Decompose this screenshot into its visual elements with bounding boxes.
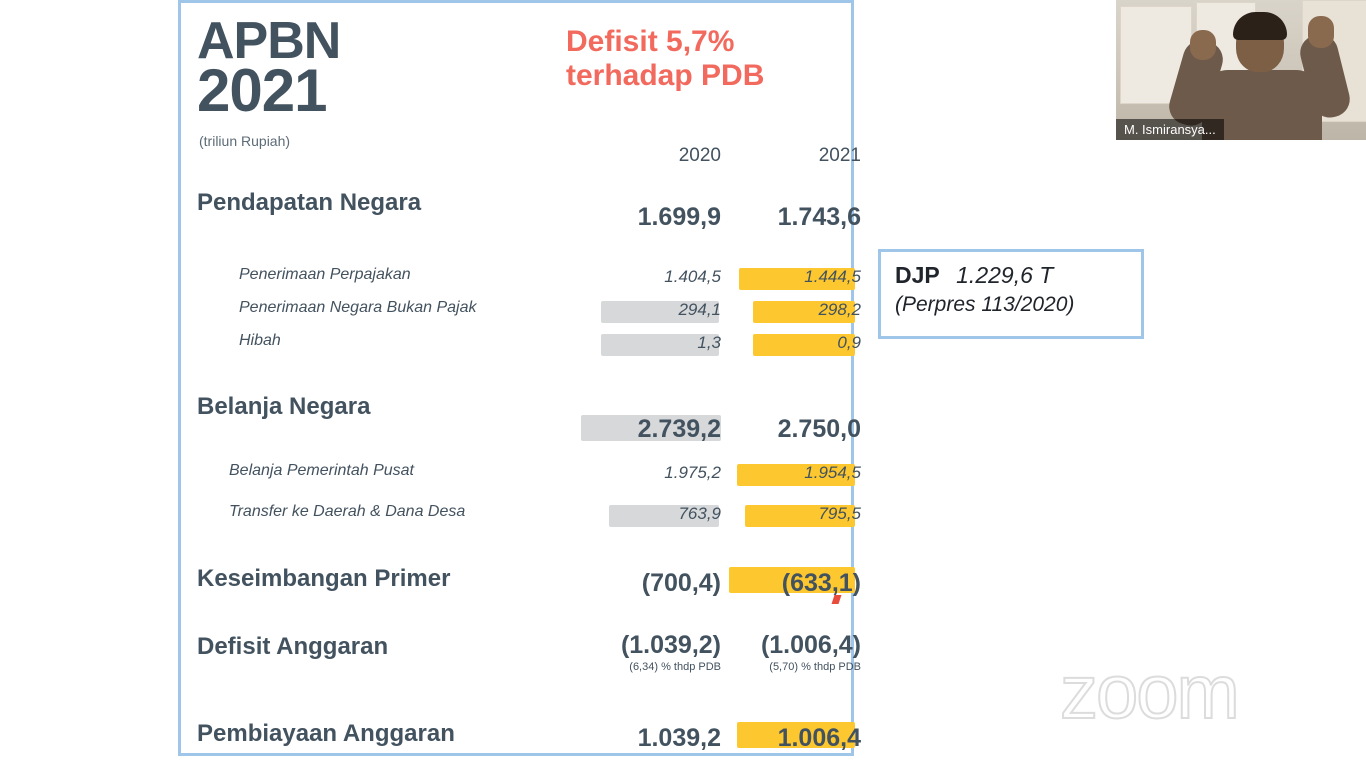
row-value-2021: 795,5 [818,504,861,523]
table-row [181,503,861,537]
djp-label: DJP [895,262,940,288]
participant-name-label: M. Ismiransya... [1116,119,1224,140]
column-header-2021: 2021 [818,145,861,166]
person-hand-left [1190,30,1216,60]
row-label: Penerimaan Perpajakan [239,266,411,283]
row-value-2020: 763,9 [678,504,721,523]
table-row [181,462,861,496]
row-label: Pendapatan Negara [197,189,422,216]
slide-title-line1: APBN [197,12,341,70]
row-value-2020: 1.404,5 [664,267,721,286]
table-row [181,393,861,455]
row-value-2021-amount: (1.006,4) [760,631,861,659]
row-value-2021-percent: (5,70) % thdp PDB [769,661,861,673]
table-row [181,299,861,333]
row-label: Belanja Pemerintah Pusat [229,462,414,479]
person-hair [1233,12,1287,40]
row-value-2021: (633,1) [781,569,861,597]
row-value-2021 [721,631,861,673]
row-value-2020: 1,3 [697,333,721,352]
row-value-2020-amount: (1.039,2) [620,631,721,659]
row-value-2021: 1.006,4 [777,724,861,752]
table-row [181,563,861,603]
participant-video-tile[interactable] [1116,0,1366,140]
table-row [181,332,861,366]
row-value-2021: 1.954,5 [804,463,861,482]
row-label: Penerimaan Negara Bukan Pajak [239,299,477,316]
row-label: Pembiayaan Anggaran [197,720,455,747]
row-value-2021: 1.743,6 [777,203,861,231]
row-value-2020: 1.699,9 [637,203,721,231]
djp-callout-box [878,249,1144,339]
row-value-2021: 2.750,0 [777,415,861,443]
row-value-2020-percent: (6,34) % thdp PDB [629,661,721,673]
table-row [181,631,861,685]
row-value-2020: 1.975,2 [664,463,721,482]
row-value-2020 [581,631,721,673]
row-label: Transfer ke Daerah & Dana Desa [229,503,466,520]
person-hand-right [1308,16,1334,48]
zoom-watermark: zoom [1060,650,1238,735]
row-value-2020: 294,1 [678,300,721,319]
slide-title [197,12,341,124]
row-value-2020: (700,4) [641,569,721,597]
row-value-2021: 0,9 [837,333,861,352]
djp-value-line [895,262,1127,289]
row-value-2020: 2.739,2 [637,415,721,443]
djp-reference: (Perpres 113/2020) [895,293,1075,316]
slide-subtitle: (triliun Rupiah) [199,133,291,149]
shared-slide [178,0,861,756]
table-row [181,266,861,300]
row-label: Hibah [239,332,281,349]
row-label: Defisit Anggaran [197,633,389,660]
table-row [181,718,861,758]
slide-title-line2: 2021 [197,56,327,124]
column-header-2020: 2020 [678,145,721,166]
row-value-2021: 298,2 [818,300,861,319]
slide-headline: Defisit 5,7% terhadap PDB [566,25,765,92]
djp-amount: 1.229,6 T [956,262,1054,288]
row-label: Belanja Negara [197,393,371,420]
row-value-2021: 1.444,5 [804,267,861,286]
row-label: Keseimbangan Primer [197,565,451,592]
table-row [181,189,861,251]
row-value-2020: 1.039,2 [637,724,721,752]
